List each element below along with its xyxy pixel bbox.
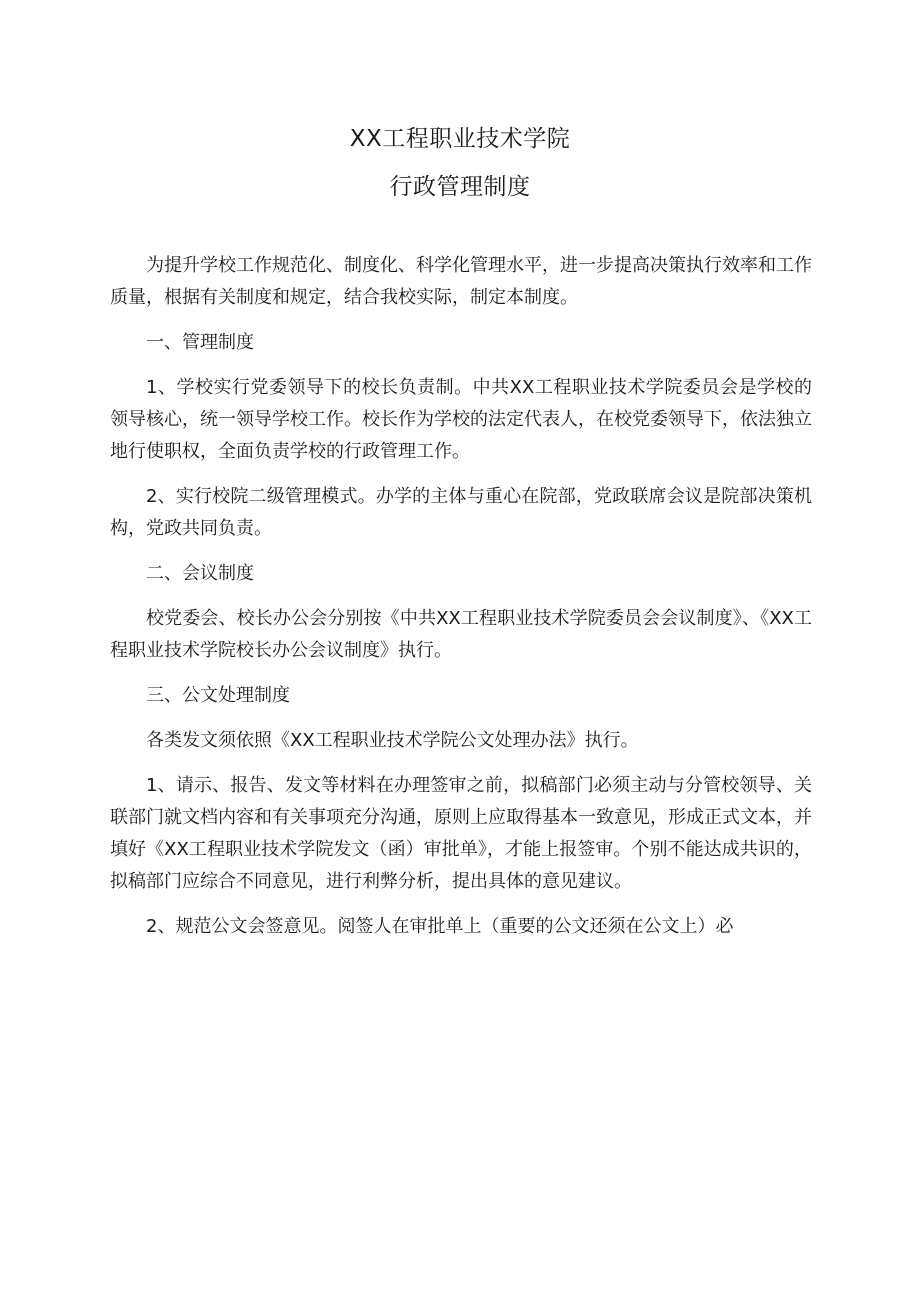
documents-item-1: 1、请示、报告、发文等材料在办理签审之前，拟稿部门必须主动与分管校领导、关联部门就文档内容和有关事项充分沟通，原则上应取得基本一致意见，形成正式文本，并填好《XX工程职业技术学院发文（函）审批单》，才能上报签审。个别不能达成共识的，拟稿部门应综合不同意见，进行利弊分析，提出具体的意见建议。 bbox=[110, 775, 812, 892]
document-body bbox=[110, 250, 812, 956]
document-subtitle: 行政管理制度 bbox=[389, 174, 531, 200]
document-title: XX工程职业技术学院 bbox=[349, 126, 571, 152]
section-heading-management: 一、管理制度 bbox=[146, 332, 254, 353]
management-item-2: 2、实行校院二级管理模式。办学的主体与重心在院部，党政联席会议是院部决策机构，党政共同负责。 bbox=[110, 486, 812, 539]
documents-item-2: 2、规范公文会签意见。阅签人在审批单上（重要的公文还须在公文上）必 bbox=[146, 916, 734, 937]
section-heading-meeting: 二、会议制度 bbox=[146, 563, 254, 584]
intro-paragraph: 为提升学校工作规范化、制度化、科学化管理水平，进一步提高决策执行效率和工作质量，根据有关制度和规定，结合我校实际，制定本制度。 bbox=[110, 255, 812, 308]
documents-intro-paragraph: 各类发文须依照《XX工程职业技术学院公文处理办法》执行。 bbox=[146, 730, 639, 751]
management-item-1: 1、学校实行党委领导下的校长负责制。中共XX工程职业技术学院委员会是学校的领导核心，统一领导学校工作。校长作为学校的法定代表人，在校党委领导下，依法独立地行使职权，全面负责学校的行政管理工作。 bbox=[110, 377, 812, 462]
section-heading-documents: 三、公文处理制度 bbox=[146, 685, 290, 706]
meeting-paragraph: 校党委会、校长办公会分别按《中共XX工程职业技术学院委员会会议制度》、《XX工程职业技术学院校长办公会议制度》执行。 bbox=[110, 608, 812, 661]
